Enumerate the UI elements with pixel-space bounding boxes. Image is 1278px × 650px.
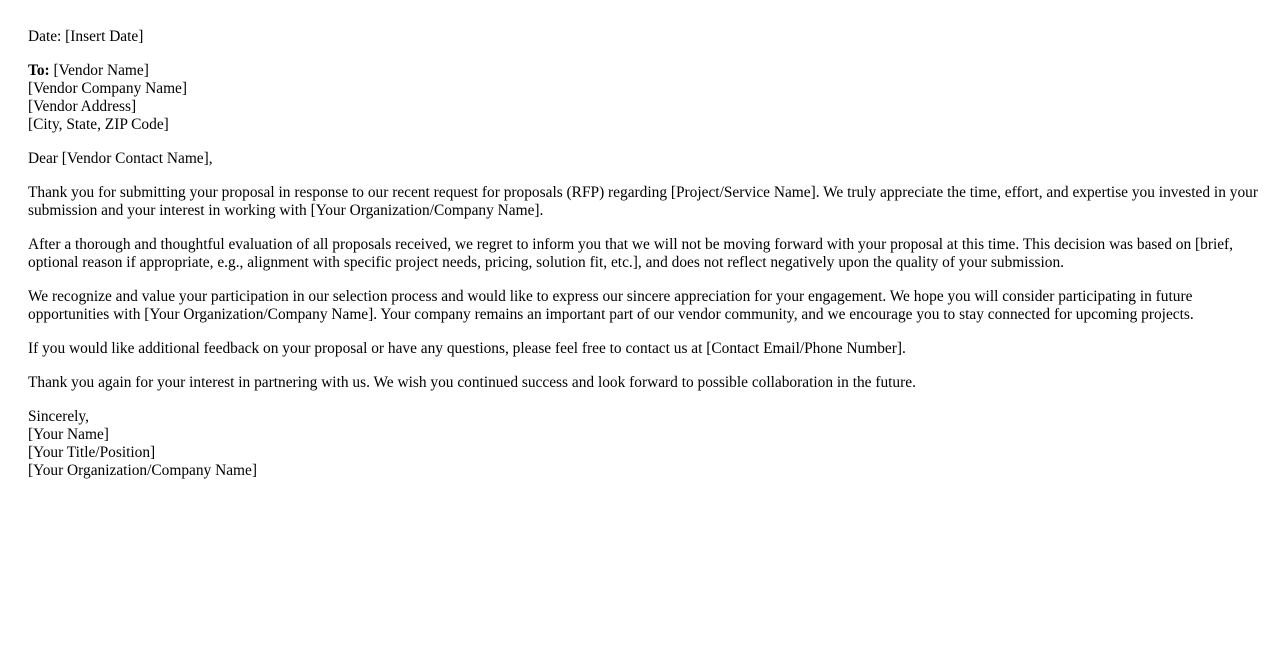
recipient-address: [Vendor Address]: [28, 98, 137, 115]
recipient-company: [Vendor Company Name]: [28, 80, 187, 97]
recipient-name: [Vendor Name]: [53, 62, 149, 79]
recipient-block: [28, 62, 1258, 134]
body-paragraph: After a thorough and thoughtful evaluation of all proposals received, we regret to inform you that we will not be moving forward with your proposal at this time. This decision was based on [brief, optional reason if appropriate, e.g., alignment with specific project needs, pricing, solution fit, etc.], and does not reflect negatively upon the quality of your submission.: [28, 236, 1234, 271]
body-paragraph: If you would like additional feedback on your proposal or have any questions, please feel free to contact us at [Contact Email/Phone Number].: [28, 340, 906, 357]
signer-name: [Your Name]: [28, 426, 109, 443]
salutation: Dear [Vendor Contact Name],: [28, 150, 213, 167]
closing-block: [28, 408, 1258, 480]
signer-title: [Your Title/Position]: [28, 444, 156, 461]
sign-off: Sincerely,: [28, 408, 89, 425]
body-paragraph: We recognize and value your participation in our selection process and would like to express our sincere appreciation for your engagement. We hope you will consider participating in future opportunities with [Your Organization/Company Name]. Your company remains an important part of our vendor community, and we encourage you to stay connected for upcoming projects.: [28, 288, 1194, 323]
body-paragraph: Thank you again for your interest in partnering with us. We wish you continued success and look forward to possible collaboration in the future.: [28, 374, 916, 391]
letter: [28, 28, 1258, 496]
signer-organization: [Your Organization/Company Name]: [28, 462, 257, 479]
recipient-name-line: [28, 62, 1258, 80]
to-label: To:: [28, 62, 50, 79]
recipient-city: [City, State, ZIP Code]: [28, 116, 169, 133]
date-line: Date: [Insert Date]: [28, 28, 144, 45]
body-paragraph: Thank you for submitting your proposal in response to our recent request for proposals (RFP) regarding [Project/Service Name]. We truly appreciate the time, effort, and expertise you invested in your submission and your interest in working with [Your Organization/Company Name].: [28, 184, 1258, 219]
